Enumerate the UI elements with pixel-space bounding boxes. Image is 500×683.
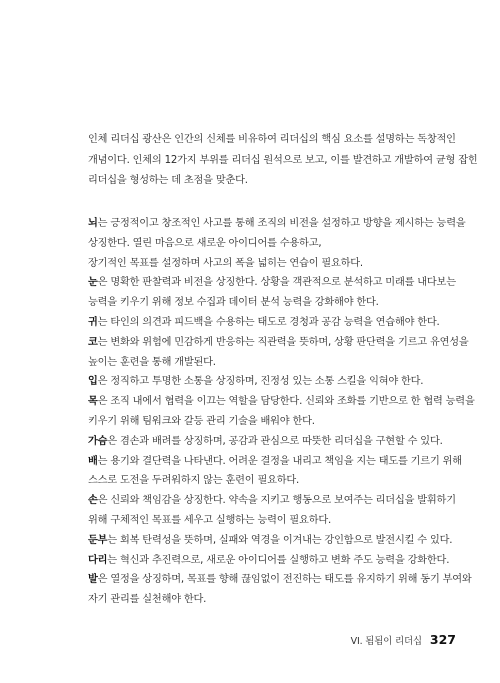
body-term: 목 (88, 396, 98, 408)
body-line (88, 214, 466, 234)
page-number: 327 (429, 632, 456, 647)
intro-line: 리더십을 형성하는 데 초점을 맞춘다. (88, 175, 248, 186)
body-text: 은 조직 내에서 협력을 이끄는 역할을 담당한다. 신뢰와 조화를 기반으로 한 협력 능력을 (97, 396, 475, 408)
body-text: 높이는 훈련을 통해 개발된다. (88, 356, 216, 368)
body-term: 뇌 (88, 218, 98, 229)
body-text: 은 겸손과 배려를 상징하며, 공감과 관심으로 따뜻한 리더십을 구현할 수 있다. (107, 435, 443, 447)
body-items (88, 214, 475, 610)
body-term: 코 (88, 336, 98, 348)
body-text: 는 긍정적이고 창조적인 사고를 통해 조직의 비전을 설정하고 방향을 제시하는 능력을 (97, 218, 466, 229)
body-text: 는 변화와 위험에 민감하게 반응하는 직관력을 뜻하며, 상황 판단력을 기르고 유연성을 (97, 336, 469, 348)
body-line (88, 471, 448, 491)
body-line (88, 491, 456, 511)
body-term: 둔부 (88, 534, 108, 546)
body-term: 배 (88, 455, 98, 467)
body-line (88, 570, 472, 590)
body-text: 은 신뢰와 책임감을 상징한다. 약속을 지키고 행동으로 보여주는 리더십을 발휘하기 (97, 495, 456, 507)
footer-section-title: VI. 됨됨이 리더십 (350, 636, 422, 647)
body-text: 스스로 도전을 두려워하지 않는 훈련이 필요하다. (88, 475, 300, 487)
intro-line: 개념이다. 인체의 12가지 부위를 리더십 원석으로 보고, 이를 발견하고 개발하여 균형 잡힌 (88, 154, 478, 166)
body-text: 은 열정을 상징하며, 목표를 향해 끊임없이 전진하는 태도를 유지하기 위해 동기 부여와 (97, 574, 472, 586)
body-line (88, 452, 462, 472)
intro-paragraph (88, 130, 478, 192)
body-text: 는 용기와 결단력을 나타낸다. 어려운 결정을 내리고 책임을 지는 태도를 기르기 위해 (97, 455, 462, 467)
body-line (88, 234, 448, 254)
body-text: 키우기 위해 팀워크와 갈등 관리 기술을 배워야 한다. (88, 415, 315, 427)
body-line (88, 333, 469, 353)
body-term: 눈 (88, 277, 98, 289)
body-line (88, 372, 448, 392)
body-line (88, 531, 453, 551)
page-footer (351, 632, 456, 647)
body-text: 자기 관리를 실천해야 한다. (88, 594, 207, 606)
body-term: 가슴 (88, 435, 108, 447)
body-term: 귀 (88, 316, 98, 328)
body-line (88, 590, 448, 610)
body-text: 상징한다. 열린 마음으로 새로운 아이디어를 수용하고, (88, 237, 322, 249)
intro-line: 인체 리더십 광산은 인간의 신체를 비유하여 리더십의 핵심 요소를 설명하는 독창적인 (88, 134, 456, 145)
body-line (88, 254, 448, 274)
body-line (88, 511, 448, 531)
body-line (88, 551, 448, 571)
body-line (88, 392, 475, 412)
body-line (88, 273, 456, 293)
body-text: 는 타인의 의견과 피드백을 수용하는 태도로 경청과 공감 능력을 연습해야 한다. (97, 316, 440, 328)
body-text: 은 명확한 판찰력과 비전을 상징한다. 상황을 객관적으로 분석하고 미래를 내다보는 (97, 277, 456, 289)
body-term: 손 (88, 495, 98, 507)
body-text: 는 회복 탄력성을 뜻하며, 실패와 역경을 이겨내는 강인함으로 발전시킬 수 있다. (107, 534, 453, 546)
body-text: 능력을 키우기 위해 정보 수집과 데이터 분석 능력을 강화해야 한다. (88, 297, 379, 309)
body-text: 장기적인 목표를 설정하며 사고의 폭을 넓히는 연습이 필요하다. (88, 257, 363, 269)
body-line (88, 313, 448, 333)
body-text: 위해 구체적인 목표를 세우고 실행하는 능력이 필요하다. (88, 514, 332, 526)
body-term: 발 (88, 574, 98, 586)
body-line (88, 412, 448, 432)
body-text: 는 혁신과 추진력으로, 새로운 아이디어를 실행하고 변화 주도 능력을 강화한다. (107, 554, 450, 566)
body-line (88, 353, 448, 373)
body-term: 다리 (88, 554, 108, 566)
body-line (88, 293, 448, 313)
body-line (88, 432, 448, 452)
body-term: 입 (88, 376, 98, 388)
body-text: 은 정직하고 투명한 소통을 상징하며, 진정성 있는 소통 스킬을 익혀야 한다. (97, 376, 424, 388)
